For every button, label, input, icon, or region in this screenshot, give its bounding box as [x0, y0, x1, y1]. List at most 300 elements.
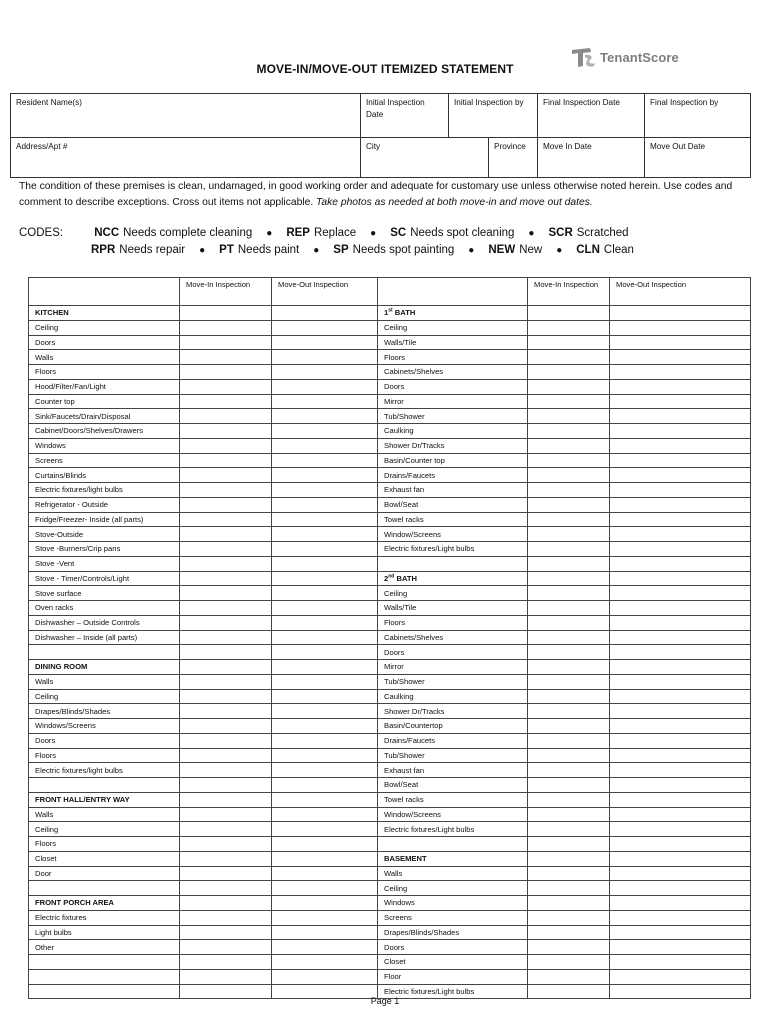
move-in-inspection-cell[interactable]: [180, 660, 272, 675]
move-out-inspection-cell[interactable]: [272, 571, 378, 586]
move-out-inspection-cell[interactable]: [610, 719, 751, 734]
move-out-inspection-cell[interactable]: [272, 704, 378, 719]
move-in-inspection-cell[interactable]: [180, 438, 272, 453]
item-label: Exhaust fan: [384, 765, 425, 775]
item-label: Other: [35, 942, 54, 952]
move-in-inspection-cell[interactable]: [528, 350, 610, 365]
final-inspection-date-field[interactable]: Final Inspection Date: [538, 94, 645, 138]
move-out-inspection-cell[interactable]: [610, 497, 751, 512]
move-out-inspection-cell[interactable]: [610, 409, 751, 424]
right-item-cell: [378, 571, 528, 586]
item-label: Drapes/Blinds/Shades: [384, 927, 460, 937]
table-row: [29, 881, 751, 896]
table-row: [29, 468, 751, 483]
move-out-inspection-cell[interactable]: [610, 837, 751, 852]
move-in-date-field[interactable]: Move In Date: [538, 138, 645, 178]
move-in-inspection-cell[interactable]: [528, 571, 610, 586]
move-in-inspection-cell[interactable]: [528, 837, 610, 852]
move-out-inspection-cell[interactable]: [272, 719, 378, 734]
move-out-inspection-cell[interactable]: [610, 925, 751, 940]
item-label: Floors: [384, 618, 406, 628]
item-label: Sink/Faucets/Drain/Disposal: [35, 411, 131, 421]
move-out-inspection-cell[interactable]: [272, 866, 378, 881]
right-item-cell: [378, 704, 528, 719]
move-out-inspection-cell[interactable]: [610, 940, 751, 955]
item-label: Shower Dr/Tracks: [384, 706, 445, 716]
move-out-inspection-cell[interactable]: [272, 689, 378, 704]
move-in-inspection-cell[interactable]: [180, 704, 272, 719]
move-out-inspection-cell[interactable]: [272, 674, 378, 689]
move-out-inspection-cell[interactable]: [610, 822, 751, 837]
item-label: Walls: [35, 677, 54, 687]
move-out-inspection-cell[interactable]: [610, 704, 751, 719]
move-out-inspection-cell[interactable]: [272, 881, 378, 896]
move-out-inspection-cell[interactable]: [610, 881, 751, 896]
move-out-inspection-cell[interactable]: [272, 350, 378, 365]
right-item-cell: [378, 379, 528, 394]
move-in-inspection-cell[interactable]: [528, 910, 610, 925]
move-in-inspection-cell[interactable]: [528, 320, 610, 335]
inspection-items-table: [28, 277, 751, 999]
table-row: [29, 689, 751, 704]
move-out-inspection-cell[interactable]: [272, 542, 378, 557]
code-abbrev: RPR: [91, 244, 116, 256]
table-row: [29, 630, 751, 645]
move-out-inspection-cell[interactable]: [272, 822, 378, 837]
move-out-inspection-cell[interactable]: [610, 689, 751, 704]
left-item-cell: [29, 571, 180, 586]
right-item-cell: [378, 866, 528, 881]
move-out-inspection-cell[interactable]: [272, 483, 378, 498]
move-in-inspection-cell[interactable]: [528, 556, 610, 571]
item-label: Door: [35, 868, 52, 878]
condition-photo-note: Take photos as needed at both move-in and move out dates.: [316, 197, 593, 208]
move-out-inspection-cell[interactable]: [272, 837, 378, 852]
move-in-inspection-cell[interactable]: [180, 453, 272, 468]
bullet-separator: ●: [199, 245, 206, 256]
move-out-inspection-cell[interactable]: [610, 320, 751, 335]
move-in-inspection-cell[interactable]: [180, 837, 272, 852]
move-in-inspection-cell[interactable]: [180, 468, 272, 483]
move-in-inspection-cell[interactable]: [528, 424, 610, 439]
move-in-inspection-cell[interactable]: [528, 497, 610, 512]
move-in-inspection-cell[interactable]: [180, 409, 272, 424]
move-in-inspection-cell[interactable]: [180, 778, 272, 793]
move-out-inspection-cell[interactable]: [272, 306, 378, 321]
move-out-inspection-cell[interactable]: [272, 969, 378, 984]
move-out-inspection-cell[interactable]: [272, 910, 378, 925]
move-out-inspection-cell[interactable]: [610, 630, 751, 645]
move-in-inspection-cell[interactable]: [528, 335, 610, 350]
move-in-inspection-cell[interactable]: [528, 586, 610, 601]
move-out-inspection-cell[interactable]: [272, 335, 378, 350]
move-in-inspection-cell[interactable]: [180, 851, 272, 866]
move-in-inspection-cell[interactable]: [528, 660, 610, 675]
right-item-cell: [378, 881, 528, 896]
move-out-inspection-cell[interactable]: [272, 527, 378, 542]
right-item-cell: [378, 837, 528, 852]
right-item-cell: [378, 689, 528, 704]
move-out-inspection-cell[interactable]: [610, 394, 751, 409]
item-label: Stove surface: [35, 588, 82, 598]
move-in-inspection-cell[interactable]: [180, 601, 272, 616]
move-out-inspection-cell[interactable]: [272, 438, 378, 453]
move-in-inspection-cell[interactable]: [180, 483, 272, 498]
move-in-inspection-cell[interactable]: [180, 792, 272, 807]
move-out-inspection-cell[interactable]: [610, 778, 751, 793]
table-row: [29, 320, 751, 335]
move-in-inspection-cell[interactable]: [528, 792, 610, 807]
move-in-inspection-cell[interactable]: [528, 379, 610, 394]
move-out-inspection-cell[interactable]: [610, 424, 751, 439]
move-out-inspection-cell[interactable]: [610, 527, 751, 542]
bullet-separator: ●: [468, 245, 475, 256]
table-row: [29, 660, 751, 675]
right-item-cell: [378, 350, 528, 365]
move-in-inspection-cell[interactable]: [528, 542, 610, 557]
resident-name-field[interactable]: Resident Name(s): [11, 94, 361, 138]
move-out-inspection-cell[interactable]: [272, 955, 378, 970]
table-row: [29, 851, 751, 866]
left-item-cell: [29, 969, 180, 984]
right-item-cell: [378, 453, 528, 468]
move-in-inspection-cell[interactable]: [180, 556, 272, 571]
move-out-inspection-cell[interactable]: [272, 851, 378, 866]
move-in-inspection-cell[interactable]: [180, 497, 272, 512]
move-in-inspection-cell[interactable]: [180, 896, 272, 911]
move-in-inspection-cell[interactable]: [180, 306, 272, 321]
left-item-cell: [29, 409, 180, 424]
item-label: Tub/Shower: [384, 411, 425, 421]
move-out-inspection-cell[interactable]: [272, 365, 378, 380]
move-out-inspection-cell[interactable]: [610, 483, 751, 498]
move-out-inspection-cell[interactable]: [272, 379, 378, 394]
move-out-inspection-cell[interactable]: [272, 763, 378, 778]
move-out-inspection-cell[interactable]: [610, 763, 751, 778]
move-in-inspection-cell[interactable]: [180, 586, 272, 601]
move-in-inspection-cell[interactable]: [180, 763, 272, 778]
right-item-cell: [378, 615, 528, 630]
move-out-inspection-cell[interactable]: [272, 497, 378, 512]
move-out-inspection-cell[interactable]: [610, 542, 751, 557]
move-in-inspection-cell[interactable]: [180, 394, 272, 409]
move-in-inspection-cell[interactable]: [528, 674, 610, 689]
move-out-inspection-cell[interactable]: [272, 601, 378, 616]
move-in-inspection-cell[interactable]: [180, 350, 272, 365]
move-out-inspection-cell[interactable]: [272, 733, 378, 748]
table-row: [29, 601, 751, 616]
move-in-inspection-cell[interactable]: [528, 763, 610, 778]
left-item-cell: [29, 468, 180, 483]
move-out-inspection-cell[interactable]: [610, 748, 751, 763]
move-in-inspection-cell[interactable]: [528, 601, 610, 616]
table-row: [29, 335, 751, 350]
left-item-cell: [29, 896, 180, 911]
move-in-inspection-cell[interactable]: [180, 866, 272, 881]
move-out-inspection-cell[interactable]: [610, 969, 751, 984]
right-item-cell: [378, 335, 528, 350]
move-out-inspection-cell[interactable]: [610, 674, 751, 689]
item-label: Walls: [35, 352, 54, 362]
move-in-inspection-cell[interactable]: [528, 483, 610, 498]
move-in-inspection-cell[interactable]: [528, 512, 610, 527]
item-label: Doors: [35, 337, 56, 347]
item-label: Walls: [384, 868, 403, 878]
move-in-inspection-cell[interactable]: [528, 468, 610, 483]
right-item-cell: [378, 394, 528, 409]
move-in-inspection-cell[interactable]: [528, 866, 610, 881]
move-in-inspection-cell[interactable]: [528, 306, 610, 321]
code-description: Needs complete cleaning: [123, 227, 253, 239]
move-in-inspection-cell[interactable]: [180, 379, 272, 394]
move-in-inspection-cell[interactable]: [180, 925, 272, 940]
table-row: [29, 940, 751, 955]
code-description: Needs spot painting: [352, 244, 455, 256]
left-item-cell: [29, 704, 180, 719]
right-item-cell: [378, 468, 528, 483]
item-label: Cabinets/Shelves: [384, 632, 444, 642]
move-out-inspection-cell[interactable]: [272, 394, 378, 409]
move-in-inspection-cell[interactable]: [180, 512, 272, 527]
item-label: Drains/Faucets: [384, 736, 436, 746]
right-item-cell: [378, 601, 528, 616]
table-row: [29, 733, 751, 748]
item-label: Screens: [35, 455, 63, 465]
move-in-inspection-cell[interactable]: [180, 527, 272, 542]
move-in-inspection-cell[interactable]: [180, 645, 272, 660]
move-in-inspection-cell[interactable]: [528, 925, 610, 940]
move-out-inspection-cell[interactable]: [272, 468, 378, 483]
move-in-inspection-cell[interactable]: [528, 807, 610, 822]
move-out-inspection-cell[interactable]: [272, 424, 378, 439]
move-out-inspection-cell[interactable]: [610, 571, 751, 586]
item-label: Ceiling: [384, 883, 408, 893]
move-out-inspection-cell[interactable]: [610, 586, 751, 601]
move-in-inspection-cell[interactable]: [528, 719, 610, 734]
final-inspection-by-field[interactable]: Final Inspection by: [645, 94, 751, 138]
move-in-inspection-cell[interactable]: [528, 689, 610, 704]
move-in-inspection-cell[interactable]: [528, 645, 610, 660]
move-out-inspection-cell[interactable]: [610, 468, 751, 483]
move-in-inspection-cell[interactable]: [180, 733, 272, 748]
table-row: [29, 365, 751, 380]
city-field[interactable]: City: [361, 138, 489, 177]
move-out-inspection-cell[interactable]: [610, 645, 751, 660]
left-item-cell: [29, 379, 180, 394]
left-item-cell: [29, 630, 180, 645]
move-out-inspection-cell[interactable]: [610, 512, 751, 527]
item-label: Closet: [384, 957, 406, 967]
move-in-inspection-cell[interactable]: [180, 969, 272, 984]
left-item-cell: [29, 660, 180, 675]
move-in-inspection-cell[interactable]: [528, 896, 610, 911]
move-in-inspection-cell[interactable]: [528, 409, 610, 424]
item-label: Walls: [35, 809, 54, 819]
item-label: Cabinets/Shelves: [384, 367, 444, 377]
move-out-inspection-cell[interactable]: [272, 586, 378, 601]
move-out-inspection-cell[interactable]: [610, 438, 751, 453]
right-item-cell: [378, 940, 528, 955]
move-out-inspection-cell[interactable]: [272, 512, 378, 527]
move-out-inspection-cell[interactable]: [610, 807, 751, 822]
table-row: [29, 512, 751, 527]
table-row: [29, 837, 751, 852]
item-label: Electric fixtures/light bulbs: [35, 485, 123, 495]
move-out-inspection-cell[interactable]: [610, 955, 751, 970]
table-row: [29, 866, 751, 881]
move-out-date-field[interactable]: Move Out Date: [645, 138, 751, 178]
move-out-inspection-cell[interactable]: [272, 940, 378, 955]
table-row: [29, 350, 751, 365]
header-info-table: [10, 93, 751, 178]
left-item-cell: [29, 645, 180, 660]
move-out-inspection-cell[interactable]: [610, 866, 751, 881]
left-item-cell: [29, 940, 180, 955]
table-row: [29, 453, 751, 468]
move-in-inspection-cell[interactable]: [528, 955, 610, 970]
move-in-inspection-cell[interactable]: [180, 630, 272, 645]
initial-inspection-by-field[interactable]: Initial Inspection by: [449, 94, 538, 138]
move-in-inspection-cell[interactable]: [528, 615, 610, 630]
table-row: [29, 704, 751, 719]
item-label: Screens: [384, 913, 412, 923]
move-out-inspection-cell[interactable]: [272, 925, 378, 940]
move-out-inspection-cell[interactable]: [610, 379, 751, 394]
move-out-inspection-cell[interactable]: [610, 660, 751, 675]
item-label: Ceiling: [384, 588, 408, 598]
right-item-cell: [378, 851, 528, 866]
move-out-inspection-cell[interactable]: [610, 896, 751, 911]
right-item-cell: [378, 320, 528, 335]
move-in-inspection-cell[interactable]: [180, 910, 272, 925]
item-label: Towel racks: [384, 514, 424, 524]
table-row: [29, 527, 751, 542]
move-out-inspection-cell[interactable]: [272, 320, 378, 335]
move-in-inspection-cell[interactable]: [528, 438, 610, 453]
item-label: Electric fixtures/Light bulbs: [384, 544, 475, 554]
move-in-inspection-cell[interactable]: [528, 733, 610, 748]
item-label: Shower Dr/Tracks: [384, 441, 445, 451]
move-out-inspection-cell[interactable]: [610, 792, 751, 807]
left-item-cell: [29, 689, 180, 704]
move-out-inspection-cell[interactable]: [610, 306, 751, 321]
move-in-inspection-cell[interactable]: [180, 335, 272, 350]
move-out-inspection-cell[interactable]: [272, 615, 378, 630]
move-in-inspection-cell[interactable]: [180, 542, 272, 557]
move-in-inspection-cell[interactable]: [180, 940, 272, 955]
code-abbrev: NEW: [488, 244, 516, 256]
code-description: Needs repair: [119, 244, 186, 256]
item-label: 2: [384, 573, 389, 583]
move-out-inspection-cell[interactable]: [610, 733, 751, 748]
move-out-inspection-cell[interactable]: [610, 615, 751, 630]
move-in-inspection-cell[interactable]: [180, 615, 272, 630]
left-item-cell: [29, 542, 180, 557]
right-item-cell: [378, 822, 528, 837]
move-in-inspection-cell[interactable]: [180, 365, 272, 380]
item-label: Floors: [35, 750, 57, 760]
left-item-cell: [29, 955, 180, 970]
move-in-inspection-cell[interactable]: [180, 674, 272, 689]
initial-inspection-date-field[interactable]: Initial Inspection Date: [361, 94, 449, 138]
move-out-inspection-cell[interactable]: [610, 910, 751, 925]
move-out-inspection-cell[interactable]: [272, 896, 378, 911]
right-item-cell: [378, 778, 528, 793]
item-label: Floors: [384, 352, 406, 362]
move-in-inspection-cell[interactable]: [180, 748, 272, 763]
move-in-inspection-cell[interactable]: [528, 822, 610, 837]
table-header-row: [29, 278, 751, 306]
move-out-inspection-cell[interactable]: [272, 556, 378, 571]
move-in-inspection-cell[interactable]: [180, 320, 272, 335]
province-field[interactable]: Province: [494, 142, 526, 151]
move-out-inspection-cell[interactable]: [272, 453, 378, 468]
move-out-inspection-cell[interactable]: [272, 660, 378, 675]
item-label: Floors: [35, 839, 57, 849]
item-label: Basin/Countertop: [384, 721, 443, 731]
code-description: New: [519, 244, 543, 256]
move-in-inspection-cell[interactable]: [528, 394, 610, 409]
item-label: Basin/Counter top: [384, 455, 445, 465]
move-in-inspection-cell[interactable]: [528, 365, 610, 380]
move-in-inspection-cell[interactable]: [528, 704, 610, 719]
move-in-inspection-cell[interactable]: [528, 778, 610, 793]
item-label: Ceiling: [35, 691, 59, 701]
move-in-inspection-cell[interactable]: [180, 571, 272, 586]
move-out-inspection-cell[interactable]: [610, 350, 751, 365]
move-out-inspection-cell[interactable]: [272, 748, 378, 763]
move-in-inspection-cell[interactable]: [528, 851, 610, 866]
right-item-cell: [378, 586, 528, 601]
move-in-inspection-cell[interactable]: [180, 424, 272, 439]
move-in-inspection-cell[interactable]: [528, 630, 610, 645]
move-out-inspection-cell[interactable]: [610, 556, 751, 571]
move-out-inspection-cell[interactable]: [272, 409, 378, 424]
move-in-inspection-cell[interactable]: [528, 453, 610, 468]
move-out-inspection-cell[interactable]: [272, 807, 378, 822]
move-in-inspection-cell[interactable]: [528, 940, 610, 955]
table-row: [29, 379, 751, 394]
move-in-inspection-cell[interactable]: [180, 719, 272, 734]
move-in-inspection-cell[interactable]: [180, 822, 272, 837]
item-label: Stove -Vent: [35, 559, 75, 569]
right-item-cell: [378, 969, 528, 984]
brand-name: TenantScore: [600, 49, 679, 65]
left-item-cell: [29, 497, 180, 512]
move-in-inspection-cell[interactable]: [528, 748, 610, 763]
move-out-inspection-cell[interactable]: [610, 335, 751, 350]
left-item-cell: [29, 748, 180, 763]
address-field[interactable]: Address/Apt #: [11, 138, 361, 178]
move-out-inspection-cell[interactable]: [610, 453, 751, 468]
move-out-inspection-cell[interactable]: [610, 365, 751, 380]
move-in-inspection-cell[interactable]: [180, 955, 272, 970]
move-out-inspection-cell[interactable]: [610, 851, 751, 866]
move-in-inspection-cell[interactable]: [180, 689, 272, 704]
move-out-inspection-cell[interactable]: [272, 630, 378, 645]
move-in-inspection-cell[interactable]: [180, 807, 272, 822]
move-in-inspection-cell[interactable]: [180, 881, 272, 896]
move-out-inspection-cell[interactable]: [272, 792, 378, 807]
move-out-inspection-cell[interactable]: [272, 645, 378, 660]
move-in-inspection-cell[interactable]: [528, 527, 610, 542]
move-in-inspection-cell[interactable]: [528, 881, 610, 896]
move-out-inspection-cell[interactable]: [610, 601, 751, 616]
table-row: [29, 955, 751, 970]
move-out-inspection-cell[interactable]: [272, 778, 378, 793]
ordinal-suffix: nd: [388, 573, 395, 580]
move-in-inspection-cell[interactable]: [528, 969, 610, 984]
